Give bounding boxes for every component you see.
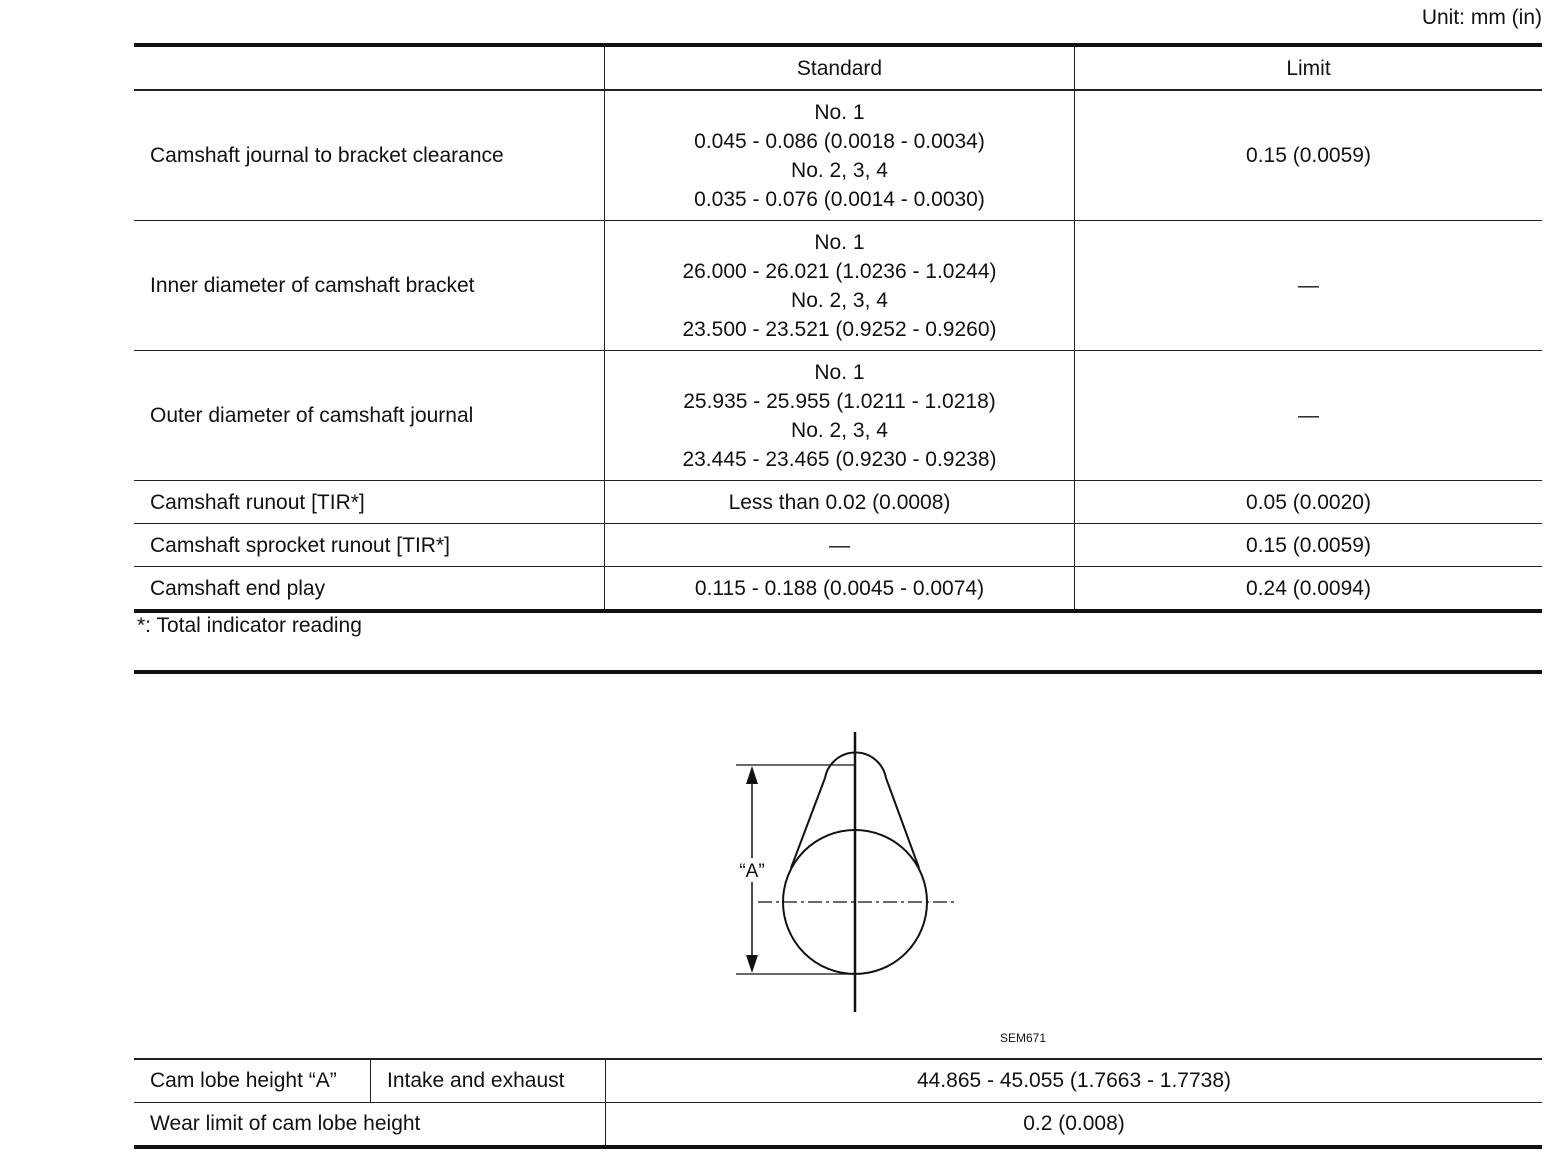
table-row	[134, 567, 1542, 612]
row-limit: 0.05 (0.0020)	[1075, 481, 1543, 524]
camshaft-spec-table	[134, 43, 1542, 613]
standard-line: No. 2, 3, 4	[791, 158, 888, 182]
table-row	[134, 481, 1542, 524]
table-row	[134, 1103, 1542, 1148]
row-item: Camshaft runout [TIR*]	[134, 481, 605, 524]
standard-line: 26.000 - 26.021 (1.0236 - 1.0244)	[682, 259, 997, 283]
row-standard: —	[605, 524, 1075, 567]
row-limit: —	[1075, 351, 1543, 481]
lobe-flank-left	[791, 778, 825, 868]
row-limit: —	[1075, 221, 1543, 351]
standard-line: 23.445 - 23.465 (0.9230 - 0.9238)	[682, 447, 997, 471]
row-limit: 0.24 (0.0094)	[1075, 567, 1543, 612]
standard-line: 0.035 - 0.076 (0.0014 - 0.0030)	[694, 187, 985, 211]
standard-line: No. 1	[814, 100, 865, 124]
row-standard	[605, 221, 1075, 351]
figure-id: SEM671	[1000, 1031, 1047, 1045]
cam-lobe-value: 44.865 - 45.055 (1.7663 - 1.7738)	[606, 1059, 1543, 1103]
standard-line: 23.500 - 23.521 (0.9252 - 0.9260)	[682, 317, 997, 341]
standard-line: 25.935 - 25.955 (1.0211 - 1.0218)	[683, 389, 996, 413]
row-limit: 0.15 (0.0059)	[1075, 90, 1543, 221]
row-item: Camshaft end play	[134, 567, 605, 612]
table-row	[134, 90, 1542, 221]
wear-limit-value: 0.2 (0.008)	[606, 1103, 1543, 1148]
cam-lobe-label: Cam lobe height “A”	[134, 1059, 371, 1103]
row-limit: 0.15 (0.0059)	[1075, 524, 1543, 567]
row-standard	[605, 351, 1075, 481]
lobe-flank-right	[886, 778, 919, 868]
standard-line: No. 2, 3, 4	[791, 288, 888, 312]
table-row	[134, 1059, 1542, 1103]
dimension-label: “A”	[739, 861, 765, 882]
table-row	[134, 524, 1542, 567]
dimension-arrow-bottom	[746, 955, 758, 973]
table-row	[134, 351, 1542, 481]
section-divider	[134, 670, 1542, 674]
header-limit: Limit	[1075, 45, 1543, 90]
standard-line: No. 1	[814, 230, 865, 254]
row-item: Camshaft sprocket runout [TIR*]	[134, 524, 605, 567]
table-header-row	[134, 45, 1542, 90]
cam-lobe-table	[134, 1058, 1542, 1149]
row-item: Inner diameter of camshaft bracket	[134, 221, 605, 351]
standard-line: 0.045 - 0.086 (0.0018 - 0.0034)	[694, 129, 985, 153]
row-standard: Less than 0.02 (0.0008)	[605, 481, 1075, 524]
cam-lobe-sublabel: Intake and exhaust	[371, 1059, 606, 1103]
footnote: *: Total indicator reading	[137, 614, 362, 637]
header-item	[134, 45, 605, 90]
header-standard: Standard	[605, 45, 1075, 90]
row-standard: 0.115 - 0.188 (0.0045 - 0.0074)	[605, 567, 1075, 612]
row-item: Camshaft journal to bracket clearance	[134, 90, 605, 221]
row-item: Outer diameter of camshaft journal	[134, 351, 605, 481]
unit-label: Unit: mm (in)	[1421, 6, 1542, 29]
wear-limit-label: Wear limit of cam lobe height	[134, 1103, 606, 1148]
dimension-arrow-top	[746, 766, 758, 784]
standard-line: No. 2, 3, 4	[791, 418, 888, 442]
table-row	[134, 221, 1542, 351]
cam-lobe-diagram	[700, 730, 970, 1026]
standard-line: No. 1	[814, 360, 865, 384]
row-standard	[605, 90, 1075, 221]
